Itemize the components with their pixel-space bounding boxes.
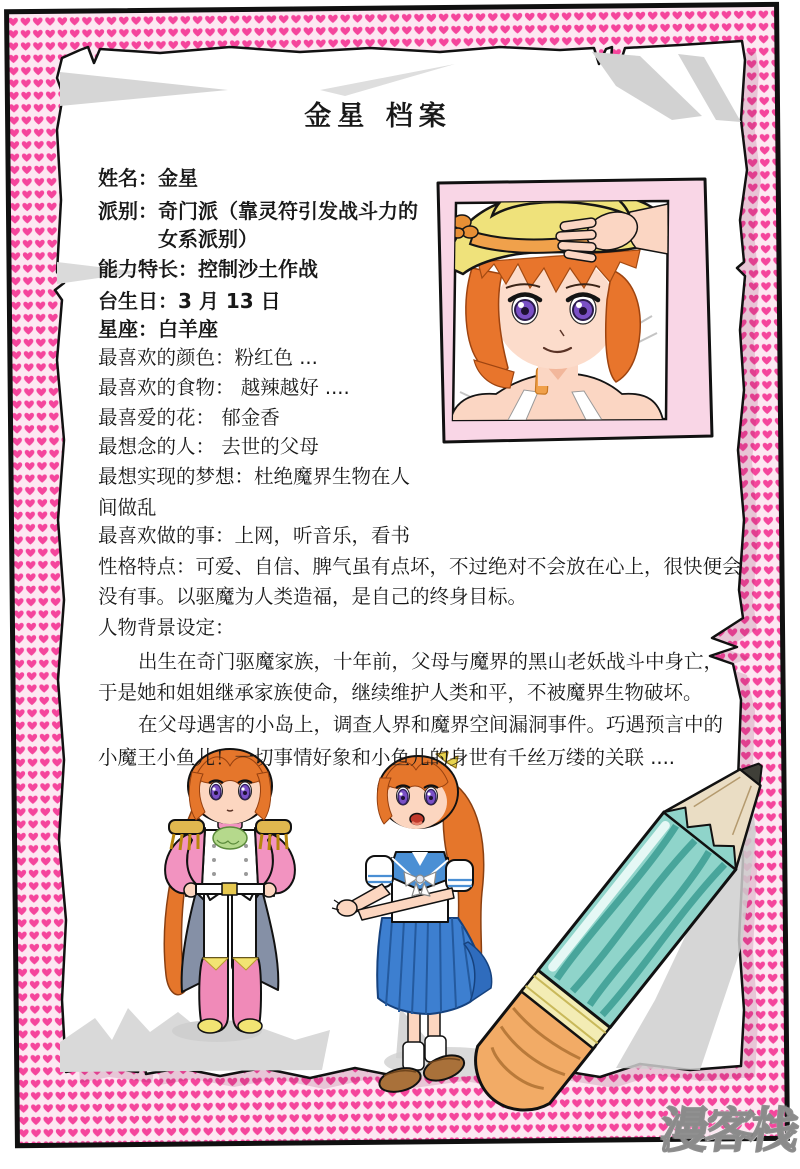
character-sailor-illustration <box>332 752 492 1096</box>
info-line-color: 最喜欢的颜色：粉红色 ... <box>98 346 318 369</box>
portrait-photo <box>438 179 712 442</box>
info-line-birthday: 台生日：3 月 13 日 <box>98 289 281 313</box>
info-line-food: 最喜欢的食物： 越辣越好 .... <box>98 376 350 399</box>
background-heading: 人物背景设定： <box>98 616 235 639</box>
info-line-flower: 最喜爱的花： 郁金香 <box>98 406 280 429</box>
pencil-illustration <box>458 736 796 1128</box>
background-line-2: 于是她和姐姐继承家族使命，继续维护人类和平，不被魔界生物破坏。 <box>98 681 703 704</box>
info-line-dream: 最想实现的梦想：杜绝魔界生物在人 <box>98 465 411 488</box>
info-line-faction: 派别：奇门派（靠灵符引发战斗力的 <box>98 199 418 223</box>
info-line-missing: 最想念的人： 去世的父母 <box>98 435 319 458</box>
info-line-zodiac: 星座：白羊座 <box>98 317 218 341</box>
info-line-name: 姓名：金星 <box>98 166 198 190</box>
background-line-3: 在父母遇害的小岛上，调查人界和魔界空间漏洞事件。巧遇预言中的 <box>138 713 724 736</box>
page-title: 金星 档案 <box>304 101 452 132</box>
info-line-personality-2: 没有事。以驱魔为人类造福，是自己的终身目标。 <box>98 585 528 608</box>
info-line-personality: 性格特点：可爱、自信、脾气虽有点坏，不过绝对不会放在心上，很快便会 <box>98 555 742 578</box>
info-line-dream-2: 间做乱 <box>98 496 157 519</box>
info-line-ability: 能力特长：控制沙土作战 <box>98 257 318 281</box>
background-line-4: 小魔王小鱼儿！一切事情好象和小鱼儿的身世有千丝万缕的关联 .... <box>98 746 675 769</box>
info-line-hobby: 最喜欢做的事：上网，听音乐，看书 <box>98 524 411 547</box>
watermark-logo: 漫客栈 <box>656 1103 800 1159</box>
character-uniform-illustration <box>164 749 295 1033</box>
info-line-faction-2: 女系派别） <box>158 227 258 251</box>
background-line-1: 出生在奇门驱魔家族，十年前，父母与魔界的黑山老妖战斗中身亡， <box>138 650 724 673</box>
